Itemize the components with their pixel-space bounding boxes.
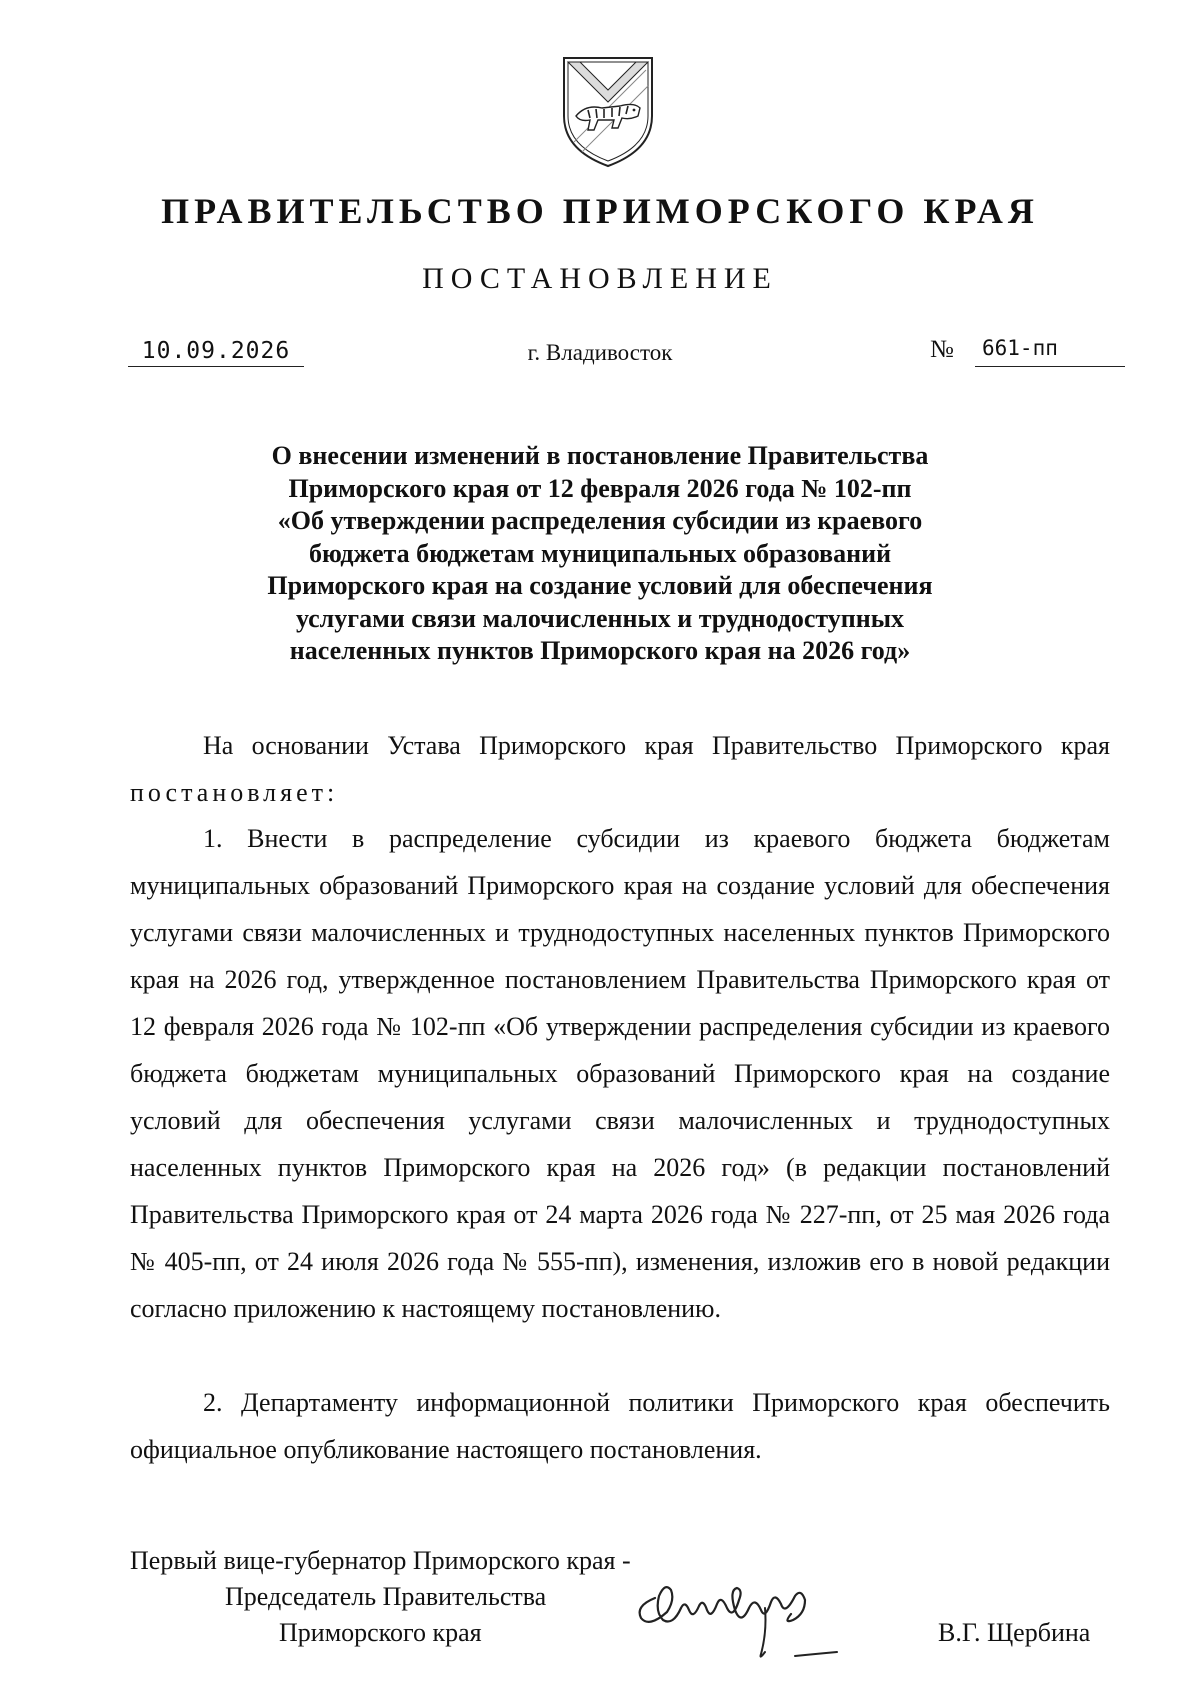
title-line: «Об утверждении распределения субсидии из краевого [277,506,923,535]
document-title [130,440,1070,668]
document-city: г. Владивосток [527,340,673,365]
document-type: ПОСТАНОВЛЕНИЕ [422,262,778,295]
preamble-paragraph [130,722,1110,816]
signer-name: В.Г. Щербина [938,1618,1091,1647]
signer-position-line-1: Первый вице-губернатор Приморского края - [130,1546,631,1575]
signer-position-line-3: Приморского края [279,1618,482,1647]
item-1-paragraph: 1. Внести в распределение субсидии из краевого бюджета бюджетам муниципальных образований Приморского края на создание условий для обеспечения услугами связи малочисленных и труднодоступных населенных пунктов Приморского края на 2026 год, утвержденное постановлением Правительства Приморского края от 12 февраля 2026 года № 102-пп «Об утверждении распределения субсидии из краевого бюджета бюджетам муниципальных образований Приморского края на создание условий для обеспечения услугами связи малочисленных и труднодоступных населенных пунктов Приморского края на 2026 год» (в редакции постановлений Правительства Приморского края от 24 марта 2026 года № 227-пп, от 25 мая 2026 года № 405-пп, от 24 июля 2026 года № 555-пп), изменения, изложив его в новой редакции согласно приложению к настоящему постановлению. [130,824,1110,1323]
coat-of-arms-icon [558,54,658,170]
title-line: О внесении изменений в постановление Правительства [271,441,929,470]
preamble-text: На основании Устава Приморского края Правительство Приморского края [203,731,1110,760]
signer-position-line-2: Председатель Правительства [225,1582,547,1611]
resolves-word: постановляет: [130,778,339,807]
handwritten-signature [615,1560,915,1680]
title-line: услугами связи малочисленных и труднодоступных [295,603,905,633]
document-number: 661-пп [982,336,1058,360]
number-label: № [930,336,954,363]
title-line: бюджета бюджетам муниципальных образований [308,538,892,568]
title-line: населенных пунктов Приморского края на 2026 год» [289,636,911,665]
organization-name: ПРАВИТЕЛЬСТВО ПРИМОРСКОГО КРАЯ [161,191,1039,231]
document-date: 10.09.2026 [141,338,291,364]
item-2-paragraph: 2. Департаменту информационной политики Приморского края обеспечить официальное опубликование настоящего постановления. [130,1388,1110,1464]
title-line: Приморского края от 12 февраля 2026 года № 102-пп [288,473,912,503]
title-line: Приморского края на создание условий для обеспечения [267,571,933,600]
number-underline [975,366,1125,367]
